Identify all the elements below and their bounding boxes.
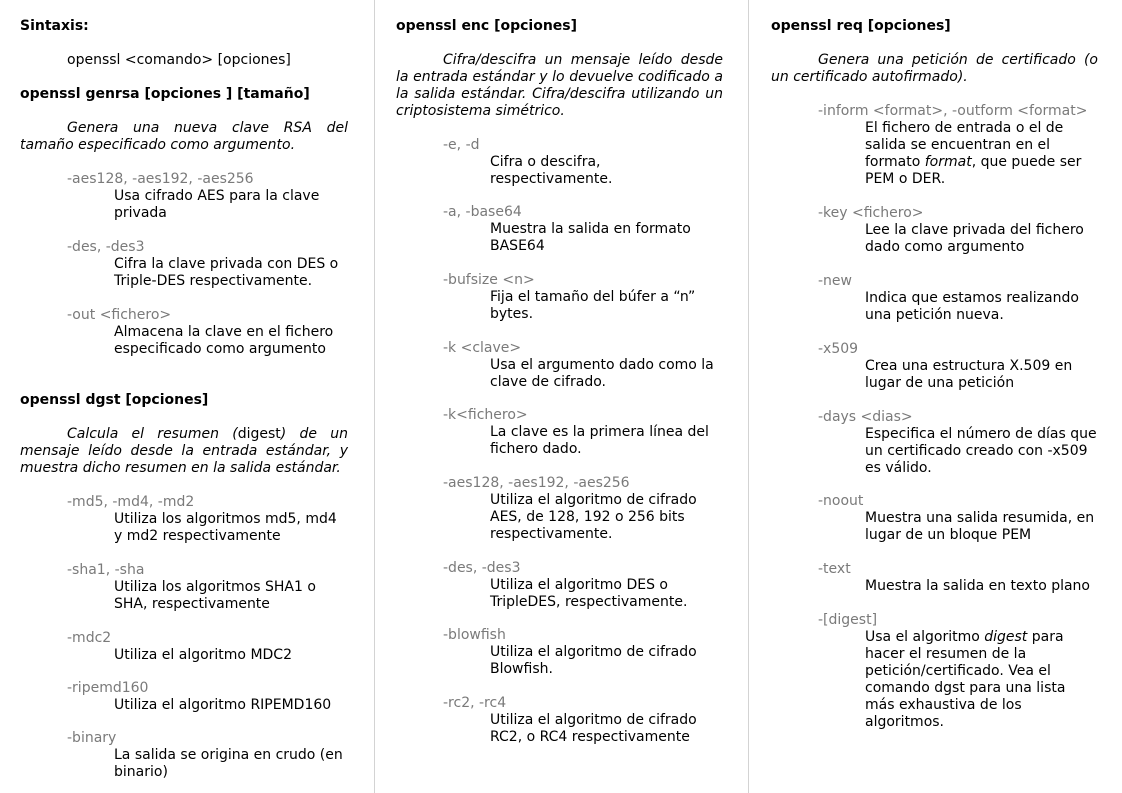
column-divider	[374, 0, 375, 793]
option-description: Especifica el número de días que un certificado creado con -x509 es válido.	[865, 426, 1097, 476]
option-description: Indica que estamos realizando una petición nueva.	[865, 290, 1079, 323]
option-name: -des, -des3	[67, 239, 145, 255]
option-name: -rc2, -rc4	[443, 695, 507, 711]
option-name: -k <clave>	[443, 340, 522, 356]
dgst-heading: openssl dgst [opciones]	[20, 392, 209, 408]
option-description-term: format	[924, 154, 972, 170]
req-option	[818, 273, 1098, 324]
option-description: Muestra una salida resumida, en lugar de un bloque PEM	[865, 510, 1095, 543]
enc-option	[443, 272, 723, 323]
enc-option	[443, 407, 723, 458]
option-name: -des, -des3	[443, 560, 521, 576]
enc-heading: openssl enc [opciones]	[396, 18, 578, 34]
option-description: Muestra la salida en formato BASE64	[490, 221, 691, 254]
column-left	[20, 0, 348, 793]
req-option	[818, 612, 1098, 731]
dgst-description-part: Calcula el resumen (	[67, 426, 238, 442]
genrsa-option	[67, 239, 348, 290]
option-name: -out <fichero>	[67, 307, 172, 323]
dgst-option	[67, 494, 348, 545]
req-option	[818, 409, 1098, 477]
column-right	[771, 0, 1098, 793]
enc-option	[443, 204, 723, 255]
syntax-heading: Sintaxis:	[20, 18, 89, 34]
column-middle	[396, 0, 723, 793]
req-heading: openssl req [opciones]	[771, 18, 951, 34]
option-description: Almacena la clave en el fichero especificado como argumento	[114, 324, 334, 357]
option-description: Fija el tamaño del búfer a “n” bytes.	[490, 289, 696, 322]
option-description-part: para hacer el resumen de la petición/certificado. Vea el comando dgst para una lista más exhaustiva de los algoritmos.	[865, 629, 1066, 730]
option-description: Utiliza el algoritmo DES o TripleDES, respectivamente.	[490, 577, 688, 610]
option-description: La salida se origina en crudo (en binario)	[114, 747, 343, 780]
option-description: Utiliza el algoritmo de cifrado AES, de 128, 192 o 256 bits respectivamente.	[490, 492, 697, 542]
option-name: -noout	[818, 493, 864, 509]
option-name: -text	[818, 561, 851, 577]
option-name: -sha1, -sha	[67, 562, 145, 578]
option-description: Cifra la clave privada con DES o Triple-DES respectivamente.	[114, 256, 339, 289]
genrsa-heading: openssl genrsa [opciones ] [tamaño]	[20, 86, 310, 102]
dgst-description-term: digest	[237, 426, 281, 442]
option-name: -new	[818, 273, 852, 289]
option-name: -ripemd160	[67, 680, 149, 696]
option-description: Usa el argumento dado como la clave de cifrado.	[490, 357, 714, 390]
option-description: Cifra o descifra, respectivamente.	[490, 154, 613, 187]
option-description-part: Usa el algoritmo	[865, 629, 985, 645]
dgst-description	[20, 426, 348, 477]
option-name: -aes128, -aes192, -aes256	[443, 475, 630, 491]
genrsa-option	[67, 171, 348, 222]
option-description	[865, 629, 1098, 731]
enc-description: Cifra/descifra un mensaje leído desde la entrada estándar y lo devuelve codificado a la salida estándar. Cifra/descifra utilizando un criptosistema simétrico.	[396, 52, 723, 119]
option-description: Utiliza el algoritmo RIPEMD160	[114, 697, 332, 713]
option-name: -mdc2	[67, 630, 112, 646]
genrsa-description: Genera una nueva clave RSA del tamaño especificado como argumento.	[20, 120, 348, 153]
option-description: Muestra la salida en texto plano	[865, 578, 1090, 594]
option-description: Lee la clave privada del fichero dado como argumento	[865, 222, 1084, 255]
option-name: -aes128, -aes192, -aes256	[67, 171, 254, 187]
option-description: Utiliza los algoritmos SHA1 o SHA, respectivamente	[114, 579, 316, 612]
dgst-option	[67, 630, 348, 664]
req-option	[818, 205, 1098, 256]
option-name: -blowfish	[443, 627, 506, 643]
enc-option	[443, 695, 723, 746]
option-description: La clave es la primera línea del fichero dado.	[490, 424, 709, 457]
req-option	[818, 341, 1098, 392]
option-name: -key <fichero>	[818, 205, 924, 221]
column-divider	[748, 0, 749, 793]
option-name: -days <dias>	[818, 409, 913, 425]
option-name: -md5, -md4, -md2	[67, 494, 195, 510]
syntax-line: openssl <comando> [opciones]	[67, 52, 291, 68]
req-option	[818, 103, 1098, 188]
option-description: Utiliza el algoritmo de cifrado RC2, o RC4 respectivamente	[490, 712, 697, 745]
req-description: Genera una petición de certificado (o un certificado autofirmado).	[771, 52, 1098, 85]
option-name: -e, -d	[443, 137, 480, 153]
dgst-option	[67, 680, 348, 714]
req-option	[818, 561, 1098, 595]
option-description-part: El fichero de entrada o el de salida se encuentran en el formato	[865, 120, 1064, 170]
dgst-option	[67, 730, 348, 781]
enc-option	[443, 627, 723, 678]
option-name: -bufsize <n>	[443, 272, 535, 288]
option-description-part: , que puede ser PEM o DER.	[865, 154, 1082, 187]
option-description: Utiliza los algoritmos md5, md4 y md2 respectivamente	[114, 511, 337, 544]
option-description-term: digest	[984, 629, 1028, 645]
option-description	[865, 120, 1098, 188]
option-name: -inform <format>, -outform <format>	[818, 103, 1088, 119]
option-description: Usa cifrado AES para la clave privada	[114, 188, 320, 221]
option-name: -a, -base64	[443, 204, 522, 220]
option-description: Crea una estructura X.509 en lugar de una petición	[865, 358, 1073, 391]
option-name: -binary	[67, 730, 117, 746]
enc-option	[443, 560, 723, 611]
option-name: -k<fichero>	[443, 407, 528, 423]
enc-option	[443, 137, 723, 188]
enc-option	[443, 475, 723, 543]
enc-option	[443, 340, 723, 391]
dgst-option	[67, 562, 348, 613]
option-description: Utiliza el algoritmo de cifrado Blowfish.	[490, 644, 697, 677]
option-name: -x509	[818, 341, 859, 357]
req-option	[818, 493, 1098, 544]
option-name: -[digest]	[818, 612, 878, 628]
option-description: Utiliza el algoritmo MDC2	[114, 647, 292, 663]
genrsa-option	[67, 307, 348, 358]
dgst-description-part: ) de un mensaje leído desde la entrada estándar, y muestra dicho resumen en la salida estándar.	[20, 426, 348, 476]
